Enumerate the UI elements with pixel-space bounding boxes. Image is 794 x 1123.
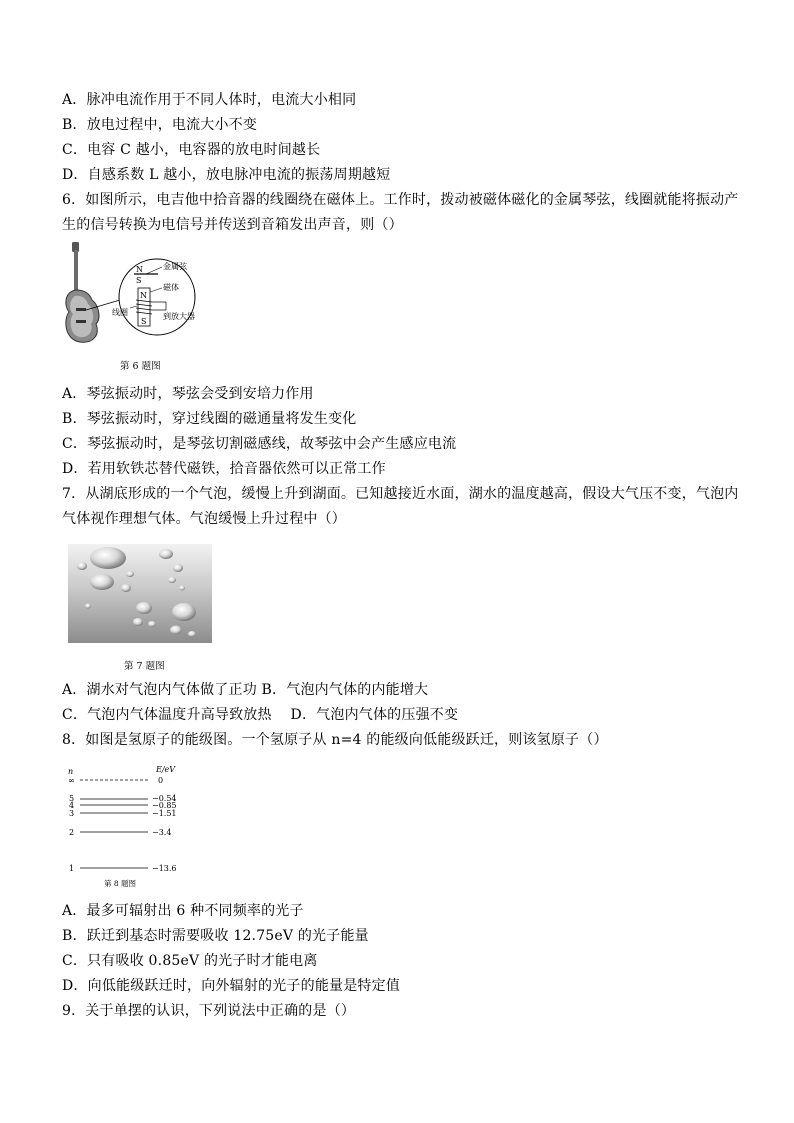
q5-option-a: A．脉冲电流作用于不同人体时，电流大小相同 [62,92,357,108]
q6-stem-line2: 生的信号转换为电信号并传送到音箱发出声音，则（） [62,217,403,233]
string-label: 金属弦 [163,262,187,271]
level-n-inf: ∞ [68,776,75,785]
guitar-neck [74,250,78,294]
level-e-3: −1.51 [152,809,177,818]
level-e-4: −0.85 [152,801,177,810]
q6-option-a: A．琴弦振动时，琴弦会受到安培力作用 [62,386,314,402]
guitar-pickup-diagram [62,240,202,350]
q7-figure-bubbles [68,544,212,643]
q6-stem-line1: 6．如图所示，电吉他中拾音器的线圈绕在磁体上。工作时，拨动被磁体磁化的金属琴弦，线圈就能将振动产 [62,192,739,208]
q8-option-c: C．只有吸收 0.85eV 的光子时才能电离 [62,953,318,969]
q9-stem: 9．关于单摆的认识，下列说法中正确的是（） [62,1003,356,1019]
q6-option-d: D．若用软铁芯替代磁铁，拾音器依然可以正常工作 [62,461,386,477]
water-background [68,544,212,643]
level-e-1: −13.6 [152,864,177,873]
q6-option-c: C．琴弦振动时，是琴弦切割磁感线，故琴弦中会产生感应电流 [62,436,457,452]
level-n-4: 4 [69,801,75,810]
level-e-2: −3.4 [152,828,172,837]
level-e-5: −0.54 [152,794,177,803]
n-axis-label: n [68,767,74,776]
amp-label: 到放大器 [163,312,195,321]
q8-stem: 8．如图是氢原子的能级图。一个氢原子从 n=4 的能级向低能级跃迁，则该氢原子（） [62,732,608,748]
q8-option-d: D．向低能级跃迁时，向外辐射的光子的能量是特定值 [62,978,401,994]
level-n-5: 5 [69,794,75,803]
level-n-3: 3 [69,809,75,818]
q7-options-row2: C．气泡内气体温度升高导致放热 D．气泡内气体的压强不变 [62,707,459,723]
q7-figure-caption: 第 7 题图 [124,661,165,672]
q5-option-d: D．自感系数 L 越小，放电脉冲电流的振荡周期越短 [62,167,391,183]
energy-level-diagram [64,762,204,892]
magnet-n-label: N [140,291,147,300]
level-n-1: 1 [69,864,75,873]
q6-option-b: B．琴弦振动时，穿过线圈的磁通量将发生变化 [62,411,357,427]
string-n-label: N [136,265,143,274]
q5-option-b: B．放电过程中，电流大小不变 [62,117,258,133]
q8-figure-caption: 第 8 题图 [104,879,137,888]
q7-options-row1: A．湖水对气泡内气体做了正功 B．气泡内气体的内能增大 [62,682,429,698]
bubbles-photo [68,544,212,643]
level-n-2: 2 [69,828,75,837]
level-e-inf: 0 [158,776,164,785]
q8-option-b: B．跃迁到基态时需要吸收 12.75eV 的光子能量 [62,928,369,944]
coil-label: 线圈 [112,308,128,317]
e-axis-label: E/eV [156,765,176,774]
q6-figure-caption: 第 6 题图 [120,361,161,372]
q6-figure-guitar-pickup [62,240,202,350]
magnet-s-label: S [141,317,147,326]
guitar-pickup [76,308,86,311]
magnet-label: 磁体 [163,283,179,292]
q8-figure-energy-levels [64,762,204,892]
string-s-label: S [136,276,142,285]
q8-option-a: A．最多可辐射出 6 种不同频率的光子 [62,903,304,919]
guitar-bridge [76,320,86,323]
q7-stem-line1: 7．从湖底形成的一个气泡，缓慢上升到湖面。已知越接近水面，湖水的温度越高，假设大气压不变，气泡内 [62,486,739,502]
q7-stem-line2: 气体视作理想气体。气泡缓慢上升过程中（） [62,511,346,527]
q5-option-c: C．电容 C 越小，电容器的放电时间越长 [62,142,321,158]
